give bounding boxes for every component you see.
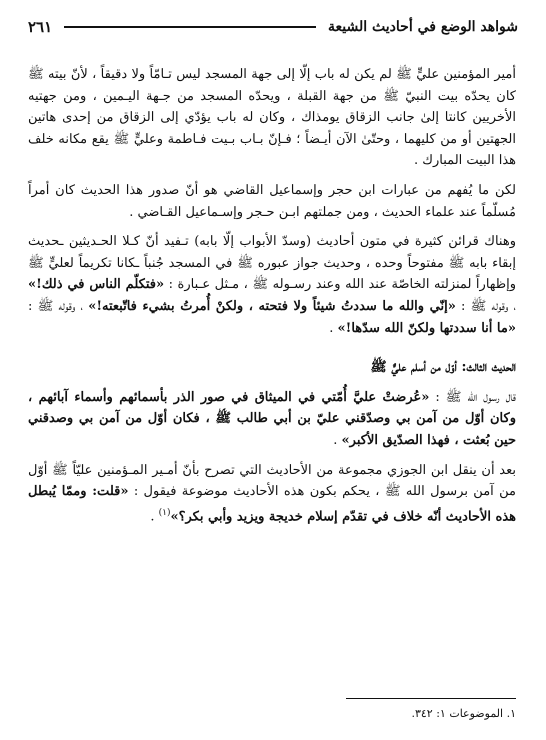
footnote-reference[interactable]: (١) bbox=[158, 507, 171, 518]
page-number: ٢٦١ bbox=[28, 18, 53, 36]
paragraph-5-text: بعد أن ينقل ابن الجوزي مجموعة من الأحاديث التي تصرح بأنّ أمـير المـؤمنين عليّاً ﷺ أوّل من آمن برسول الله ﷺ ، يحكم بكون هذه الأحاديث موضوعة فيقول : bbox=[28, 462, 516, 500]
section-title: الحديث الثالث: أوّل من أسلم عليٌّ ﷺ bbox=[370, 359, 516, 376]
quote-5: «قلت: وممّا يُبطل هذه الأحاديث أنّه خلاف في تقدّم إسلام خديجة ويزيد وأبي بكر؟» bbox=[28, 484, 516, 525]
paragraph-5 bbox=[28, 460, 516, 528]
page-header bbox=[28, 14, 518, 40]
paragraph-3 bbox=[28, 231, 516, 339]
paragraph-3-text: وهناك قرائن كثيرة في متون أحاديث (وسدّ الأبواب إلّا بابه) تـفيد أنّ كـلا الحـديثين ـحديث إبقاء بابه ﷺ مفتوحاً وحده ، وحديث جواز عبوره ﷺ في المسجد جُنباً ـكانا تكريماً لعليٍّ ﷺ وإظهاراً لمنزلته الخاصّة عند الله وعند رسـوله ﷺ ، مـثل عـبارة : bbox=[28, 234, 517, 293]
header-rule bbox=[64, 26, 316, 28]
paragraph-4 bbox=[28, 387, 516, 452]
running-title: شواهد الوضع في أحاديث الشيعة bbox=[328, 19, 518, 35]
body-text bbox=[28, 64, 516, 536]
paragraph-5-end: . bbox=[150, 509, 159, 525]
paragraph-3-end: . bbox=[329, 320, 338, 336]
quote-4: «عُرضتْ عليَّ أُمّتي في الميثاق في صور الذر بأسمائهم وأسماء آبائهم ، وكان أوّل من آمن بي وصدّقني عليّ بن أبي طالب ﷺ ، فكان أوّل من آمن بي وصدقني حين بُعثت ، فهذا الصدّيق الأكبر» bbox=[28, 389, 516, 448]
quote-1: «فتكلّم الناس في ذلك!» bbox=[28, 277, 165, 293]
paragraph-3-mid-1: ، وقوله ﷺ : bbox=[455, 298, 517, 314]
paragraph-4-text: قال رسول الله ﷺ : bbox=[429, 389, 516, 405]
footnote: ١. الموضوعات ١: ٣٤٢. bbox=[411, 707, 516, 720]
quote-3: «ما أنا سددتها ولكنّ الله سدّها!» bbox=[337, 320, 516, 336]
paragraph-4-end: . bbox=[333, 432, 342, 448]
quote-2: «إنّي والله ما سددتُ شيئاً ولا فتحته ، ولكنْ أُمرتُ بشيء فاتّبعته!» bbox=[88, 298, 456, 314]
footnote-rule bbox=[346, 698, 516, 699]
paragraph-2: لكن ما يُفهم من عبارات ابن حجر وإسماعيل القاضي هو أنّ صدور هذا الحديث كان أمراً مُسلّماً عند علماء الحديث ، ومن جملتهم ابـن حـجر وإسـماعيل القـاضي . bbox=[28, 182, 516, 220]
paragraph-3-mid-2: ، وقوله ﷺ : bbox=[28, 298, 89, 314]
paragraph-1: أمير المؤمنين عليٍّ ﷺ لم يكن له باب إلّا إلى جهة المسجد ليس تـامّاً ولا دقيقاً ، لأنّ بيته ﷺ كان يحدّه بيت النبيّ ﷺ من جهة القبلة ، ويحدّه المسجد من جـهة اليـمين ، ومن جهتيه الأخريين كانتا إلىٰ جانب الزقاق يومذاك ، وكان له باب يؤدّي إلى الزقاق من إحدى هاتين الجهتين أو من كليهما ، وحتّىٰ الآن أيـضاً ؛ فـإنّ بـاب بـيت فـاطمة وعليٍّ ﷺ يقع مكانه خلف هذا البيت المبارك . bbox=[28, 67, 516, 169]
